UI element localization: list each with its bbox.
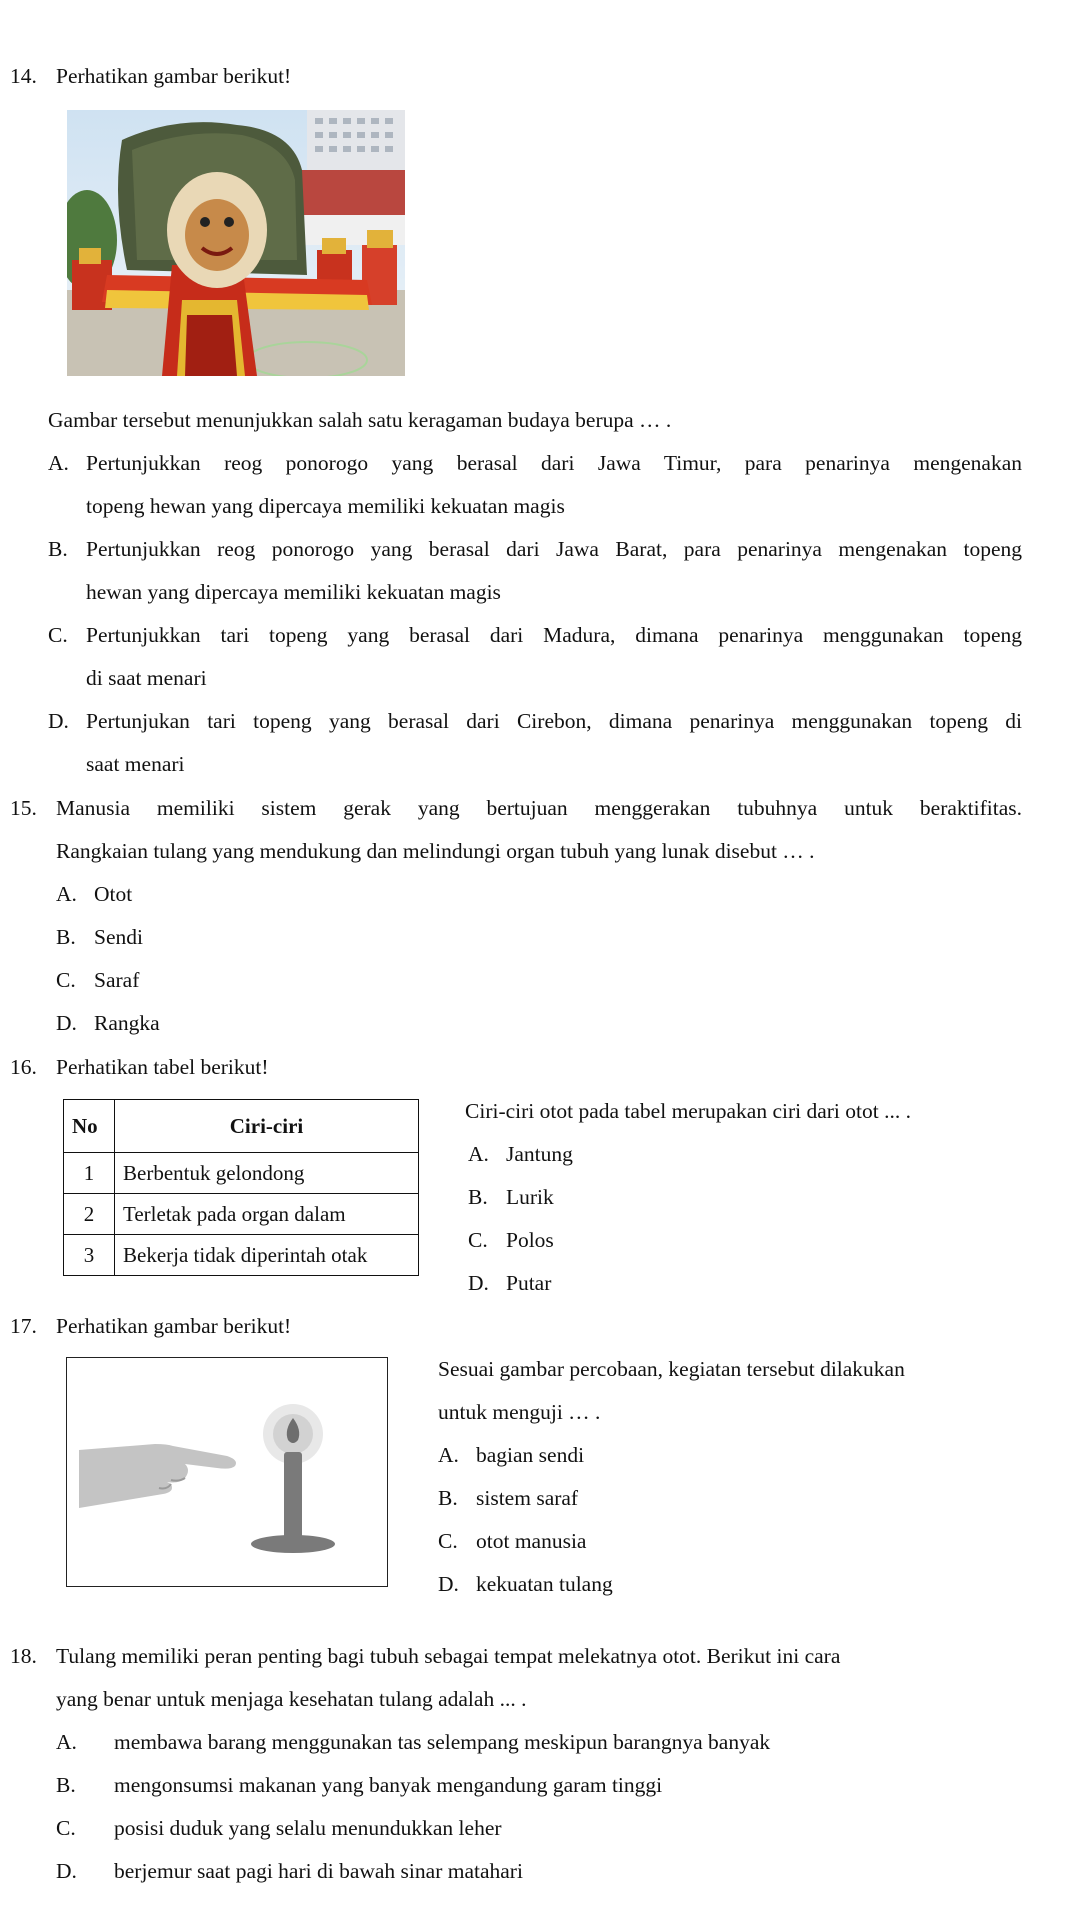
question-number: 18.: [10, 1644, 37, 1668]
question-text: Ciri-ciri otot pada tabel merupakan ciri dari otot ... .: [465, 1099, 911, 1123]
option-text-cont: hewan yang dipercaya memiliki kekuatan magis: [86, 580, 501, 604]
option-text-cont: topeng hewan yang dipercaya memiliki kekuatan magis: [86, 494, 565, 518]
question-number: 14.: [10, 64, 37, 88]
question-text: Manusia memiliki sistem gerak yang bertujuan menggerakan tubuhnya untuk beraktifitas.: [56, 796, 1022, 820]
option-text: Polos: [506, 1228, 554, 1252]
question-text: Gambar tersebut menunjukkan salah satu keragaman budaya berupa … .: [48, 408, 672, 432]
candle-icon: [251, 1404, 335, 1553]
option-letter: B.: [56, 1773, 76, 1797]
option-c: [438, 1529, 586, 1554]
option-text: bagian sendi: [476, 1443, 585, 1467]
option-letter: D.: [48, 709, 69, 733]
option-letter: B.: [438, 1486, 458, 1510]
option-letter: A.: [468, 1142, 489, 1166]
option-b: [438, 1486, 578, 1511]
option-letter: D.: [56, 1011, 77, 1035]
option-text-cont: saat menari: [86, 752, 185, 776]
reog-performance-photo: [67, 110, 405, 376]
option-letter: A.: [56, 1730, 77, 1754]
option-letter: B.: [48, 537, 68, 561]
table-header-no: No: [64, 1100, 115, 1153]
table-cell-no: 2: [64, 1194, 115, 1235]
option-letter: C.: [48, 623, 68, 647]
option-text-cont: di saat menari: [86, 666, 207, 690]
question-text-cont: yang benar untuk menjaga kesehatan tulang adalah ... .: [56, 1687, 527, 1711]
option-text: Saraf: [94, 968, 140, 992]
option-text: mengonsumsi makanan yang banyak mengandung garam tinggi: [114, 1773, 663, 1797]
option-text: Otot: [94, 882, 133, 906]
option-letter: A.: [438, 1443, 459, 1467]
question-number: 16.: [10, 1055, 37, 1079]
option-text: Pertunjukkan reog ponorogo yang berasal dari Jawa Timur, para penarinya mengenakan: [86, 451, 1022, 475]
option-a: [468, 1142, 573, 1167]
option-letter: C.: [56, 968, 76, 992]
option-text: Pertunjukkan reog ponorogo yang berasal dari Jawa Barat, para penarinya mengenakan topeng: [86, 537, 1022, 561]
option-d: [56, 1011, 160, 1036]
option-text: membawa barang menggunakan tas selempang meskipun barangnya banyak: [114, 1730, 771, 1754]
table-cell-ciri: Bekerja tidak diperintah otak: [115, 1235, 419, 1276]
option-text: otot manusia: [476, 1529, 587, 1553]
candle-experiment-figure: [66, 1357, 388, 1587]
option-text: Lurik: [506, 1185, 554, 1209]
table-cell-ciri: Terletak pada organ dalam: [115, 1194, 419, 1235]
option-letter: D.: [438, 1572, 459, 1596]
option-text: Sendi: [94, 925, 143, 949]
option-letter: C.: [56, 1816, 76, 1840]
option-a: [438, 1443, 584, 1468]
option-letter: A.: [56, 882, 77, 906]
option-text: Jantung: [506, 1142, 573, 1166]
option-text: posisi duduk yang selalu menundukkan leher: [114, 1816, 502, 1840]
question-prompt: Perhatikan gambar berikut!: [56, 1314, 292, 1338]
option-text: Putar: [506, 1271, 552, 1295]
question-number: 15.: [10, 796, 37, 820]
option-text: Pertunjukan tari topeng yang berasal dari Cirebon, dimana penarinya menggunakan topeng di: [86, 709, 1022, 733]
option-letter: C.: [438, 1529, 458, 1553]
table-cell-no: 1: [64, 1153, 115, 1194]
option-text: kekuatan tulang: [476, 1572, 613, 1596]
table-row: [64, 1194, 419, 1235]
option-text: sistem saraf: [476, 1486, 579, 1510]
option-letter: B.: [468, 1185, 488, 1209]
option-d: [438, 1572, 613, 1597]
option-letter: C.: [468, 1228, 488, 1252]
option-text: Rangka: [94, 1011, 160, 1035]
question-text: Tulang memiliki peran penting bagi tubuh sebagai tempat melekatnya otot. Berikut ini cara: [56, 1644, 841, 1668]
option-c: [56, 1816, 502, 1841]
option-b: [468, 1185, 554, 1210]
option-b: [56, 1773, 662, 1798]
option-b: [56, 925, 143, 950]
ciri-ciri-table: [63, 1099, 419, 1276]
option-a: [56, 882, 132, 907]
option-d: [56, 1859, 523, 1884]
question-prompt: Perhatikan tabel berikut!: [56, 1055, 269, 1079]
option-letter: A.: [48, 451, 69, 475]
question-text-cont: untuk menguji … .: [438, 1400, 601, 1424]
option-letter: D.: [468, 1271, 489, 1295]
table-header-row: [64, 1100, 419, 1153]
option-text: berjemur saat pagi hari di bawah sinar matahari: [114, 1859, 523, 1883]
option-c: [468, 1228, 554, 1253]
table-header-ciri: Ciri-ciri: [115, 1100, 419, 1153]
question-number: 17.: [10, 1314, 37, 1338]
pointing-hand-icon: [79, 1444, 236, 1508]
option-letter: B.: [56, 925, 76, 949]
question-prompt: Perhatikan gambar berikut!: [56, 64, 292, 88]
table-row: [64, 1153, 419, 1194]
option-letter: D.: [56, 1859, 77, 1883]
option-a: [56, 1730, 770, 1755]
question-text: Sesuai gambar percobaan, kegiatan tersebut dilakukan: [438, 1357, 905, 1381]
table-cell-no: 3: [64, 1235, 115, 1276]
question-text-cont: Rangkaian tulang yang mendukung dan melindungi organ tubuh yang lunak disebut … .: [56, 839, 815, 863]
option-c: [56, 968, 139, 993]
table-row: [64, 1235, 419, 1276]
option-d: [468, 1271, 551, 1296]
table-cell-ciri: Berbentuk gelondong: [115, 1153, 419, 1194]
option-text: Pertunjukkan tari topeng yang berasal dari Madura, dimana penarinya menggunakan topeng: [86, 623, 1022, 647]
